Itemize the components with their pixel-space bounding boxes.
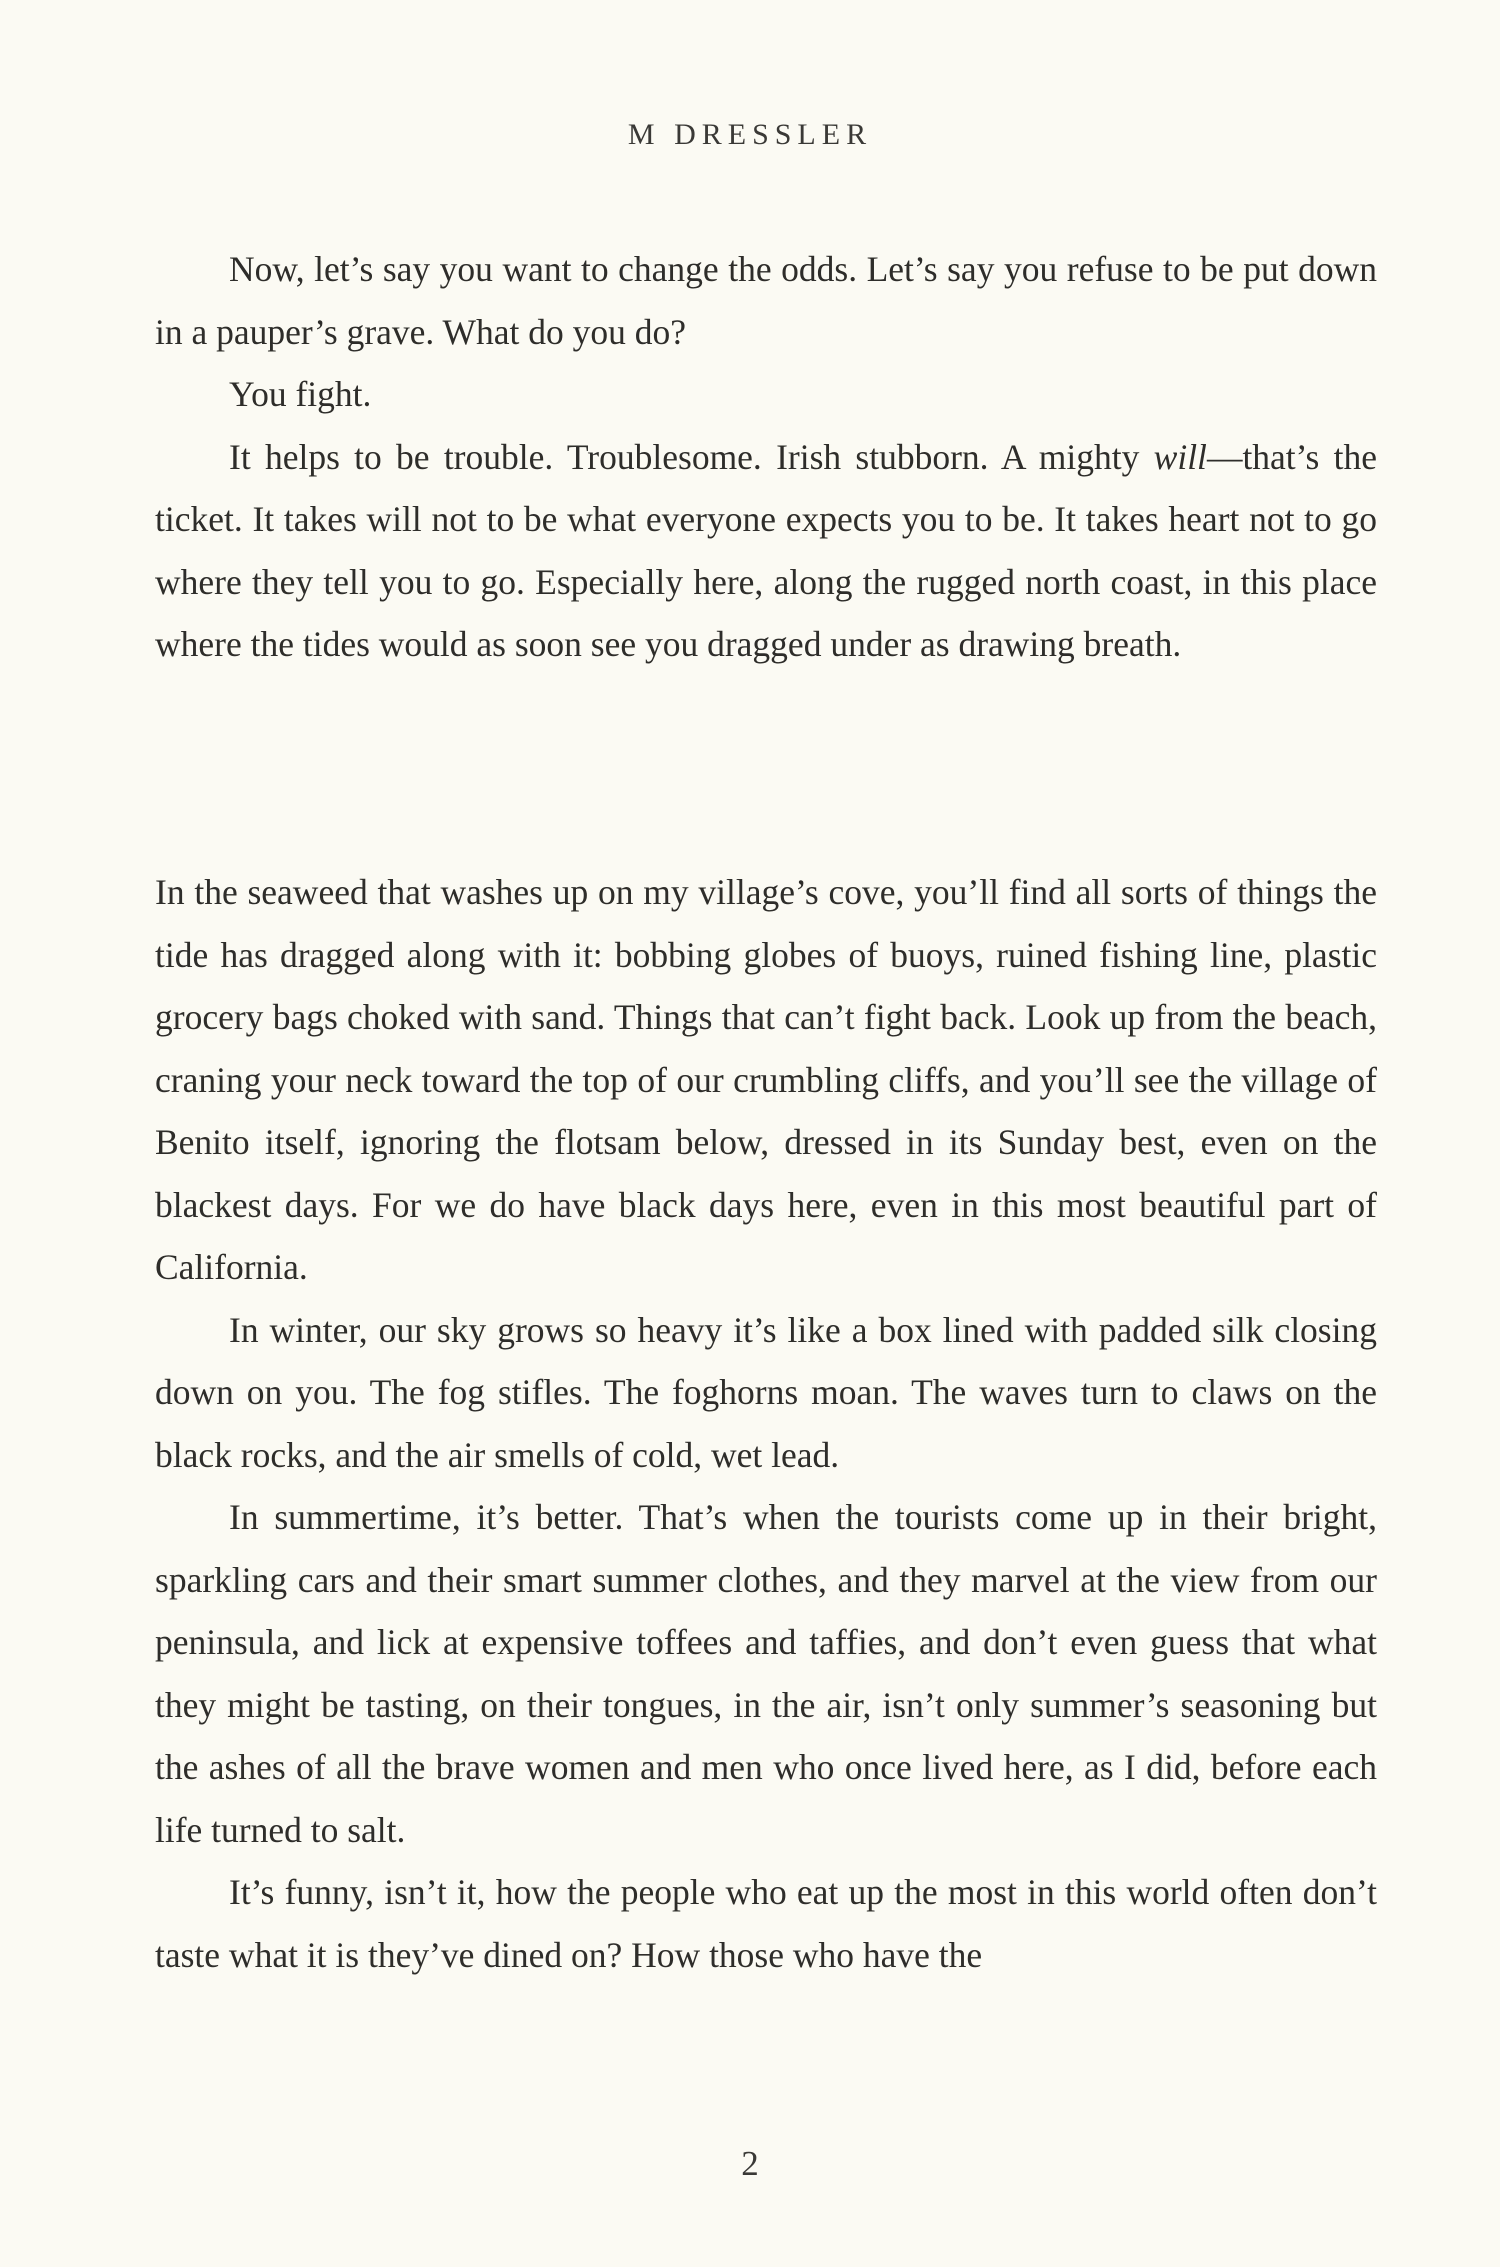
section-2 <box>155 861 1377 1986</box>
paragraph-text: It helps to be trouble. Troublesome. Irish stubborn. A mighty <box>229 436 1154 477</box>
paragraph: You fight. <box>229 374 372 414</box>
paragraph <box>155 426 1377 676</box>
paragraph: Now, let’s say you want to change the odds. Let’s say you refuse to be put down in a pauper’s grave. What do you do? <box>155 249 1377 352</box>
paragraph-text: —that’s the ticket. It takes will not to be what everyone expects you to be. It takes heart not to go where they tell you to go. Especially here, along the rugged north coast, in this place where the tides would as soon see you dragged under as drawing breath. <box>155 436 1377 664</box>
italic-word: will <box>1153 436 1207 477</box>
paragraph: It’s funny, isn’t it, how the people who eat up the most in this world often don’t taste what it is they’ve dined on? How those who have the <box>155 1872 1377 1975</box>
page-number: 2 <box>741 2144 759 2183</box>
section-1 <box>155 238 1377 676</box>
paragraph: In the seaweed that washes up on my village’s cove, you’ll find all sorts of things the tide has dragged along with it: bobbing globes of buoys, ruined fishing line, plastic grocery bags choked with sand. Things that can’t fight back. Look up from the beach, craning your neck toward the top of our crumbling cliffs, and you’ll see the village of Benito itself, ignoring the flotsam below, dressed in its Sunday best, even on the blackest days. For we do have black days here, even in this most beautiful part of California. <box>155 872 1377 1287</box>
paragraph: In summertime, it’s better. That’s when the tourists come up in their bright, sparkling cars and their smart summer clothes, and they marvel at the view from our peninsula, and lick at expensive toffees and taffies, and don’t even guess that what they might be tasting, on their tongues, in the air, isn’t only summer’s seasoning but the ashes of all the brave women and men who once lived here, as I did, before each life turned to salt. <box>155 1497 1377 1850</box>
running-head: M DRESSLER <box>627 118 873 151</box>
paragraph: In winter, our sky grows so heavy it’s like a box lined with padded silk closing down on you. The fog stifles. The foghorns moan. The waves turn to claws on the black rocks, and the air smells of cold, wet lead. <box>155 1309 1377 1475</box>
